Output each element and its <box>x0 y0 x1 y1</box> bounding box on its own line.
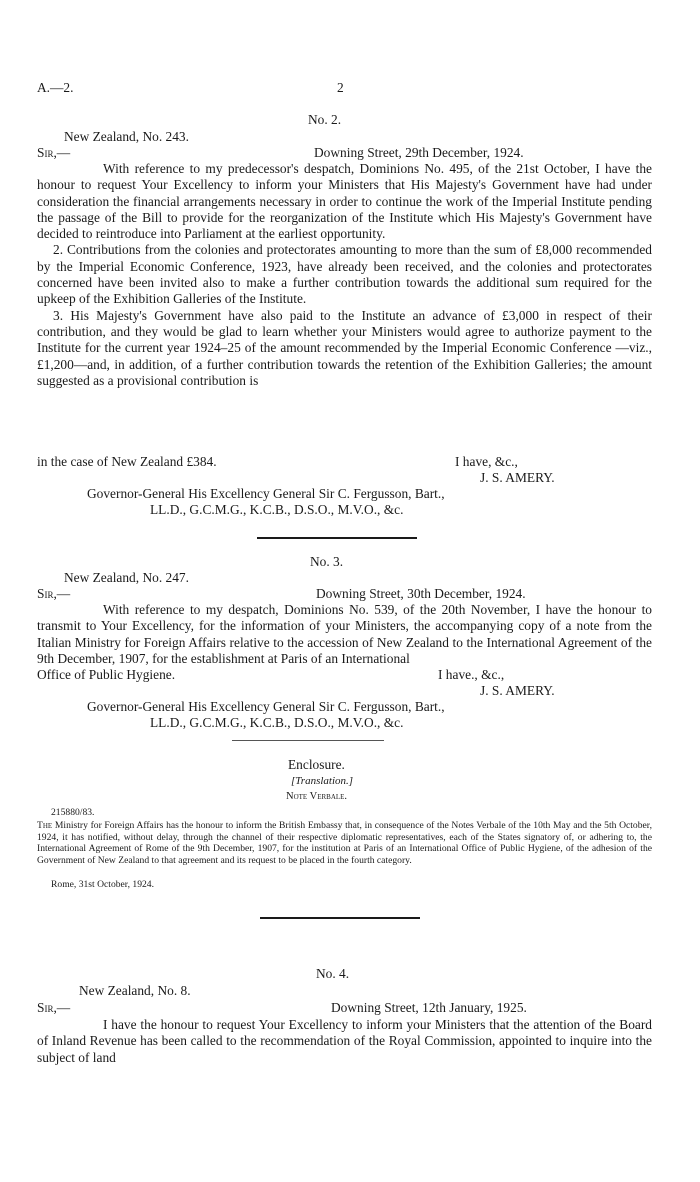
enclosure-divider <box>232 740 384 741</box>
salutation <box>37 145 70 161</box>
paragraph-3: 3. His Majesty's Government have also paid to the Institute an advance of £3,000 in respect of their contribution, and they would be glad to learn whether your Ministers would agree to authorize payment to the Institute for the current year 1924–25 of the amount recommended by the Imperial Economic Conference —viz., £1,200—and, in addition, of a further contribution towards the retention of the Exhibition Galleries; the amount suggested as a provisional contribution is <box>37 307 652 388</box>
salutation <box>37 1000 70 1016</box>
place-date: Downing Street, 29th December, 1924. <box>314 145 524 160</box>
despatch-reference: New Zealand, No. 243. <box>64 129 189 144</box>
note-verbale-heading: Note Verbale. <box>286 791 348 802</box>
despatch-number: No. 2. <box>308 112 342 127</box>
paragraph-1: I have the honour to request Your Excellency to inform your Ministers that the attention of the Board of Inland Revenue has been called to the recommendation of the Royal Commission, appointed to inquire into the subject of land <box>37 1017 652 1065</box>
despatch-reference: New Zealand, No. 8. <box>79 983 191 998</box>
signature: J. S. AMERY. <box>480 470 555 485</box>
despatch-number: No. 4. <box>316 966 350 981</box>
page-number: 2 <box>337 80 344 95</box>
section-divider <box>257 537 417 539</box>
addressee-line-1: Governor-General His Excellency General Sir C. Fergusson, Bart., <box>87 699 445 714</box>
paragraph-2: 2. Contributions from the colonies and protectorates amounting to more than the sum of £8,000 recommended by the Imperial Economic Conference, 1923, have already been received, and the colonies and protectorates concerned have been invited also to make a further contribution towards the additional sum required for the upkeep of the Exhibition Galleries of the Institute. <box>37 242 652 307</box>
closing: I have., &c., <box>438 667 505 682</box>
last-line: in the case of New Zealand £384. <box>37 454 217 469</box>
note-lead-word: The <box>37 820 53 831</box>
closing: I have, &c., <box>455 454 518 469</box>
paragraph-1: With reference to my predecessor's despatch, Dominions No. 495, of the 21st October, I have the honour to request Your Excellency to inform your Ministers that His Majesty's Government have had under consideration the financial arrangements necessary in order to continue the work of the Imperial Institute pending the passage of the Bill to provide for the reorganization of the Institute which His Majesty's Government have decided to reintroduce into Parliament at the earliest opportunity. <box>37 161 652 242</box>
place-date: Downing Street, 30th December, 1924. <box>316 586 526 601</box>
despatch-number: No. 3. <box>310 554 344 569</box>
enclosure-title: Enclosure. <box>288 757 345 772</box>
despatch-body <box>37 602 652 667</box>
translation-label: [Translation.] <box>291 775 354 787</box>
salutation-text: Sir,— <box>37 1000 71 1015</box>
section-divider <box>260 917 420 919</box>
addressee-line-2: LL.D., G.C.M.G., K.C.B., D.S.O., M.V.O., &c. <box>150 502 404 517</box>
note-reference-number: 215880/83. <box>51 807 95 818</box>
salutation-text: Sir,— <box>37 145 71 160</box>
note-text: Ministry for Foreign Affairs has the honour to inform the British Embassy that, in consequence of the Notes Verbale of the 10th May and the 5th October, 1924, it has notified, without delay, through the channel of their respective diplomatic representatives, each of the States signatory of, or adhering to, the International Agreement of Rome of the 9th December, 1907, for the institution at Paris of an International Office of Public Hygiene, of the adhesion of the Government of New Zealand to that agreement and its request to be placed in the fourth category. <box>37 820 652 866</box>
despatch-body <box>37 1017 652 1066</box>
last-line: Office of Public Hygiene. <box>37 667 176 682</box>
salutation <box>37 586 70 602</box>
addressee-line-1: Governor-General His Excellency General Sir C. Fergusson, Bart., <box>87 486 445 501</box>
signature: J. S. AMERY. <box>480 683 555 698</box>
despatch-reference: New Zealand, No. 247. <box>64 570 189 585</box>
note-date: Rome, 31st October, 1924. <box>51 879 155 890</box>
addressee-line-2: LL.D., G.C.M.G., K.C.B., D.S.O., M.V.O., &c. <box>150 715 404 730</box>
place-date: Downing Street, 12th January, 1925. <box>331 1000 527 1015</box>
despatch-body <box>37 161 652 389</box>
document-series-label: A.—2. <box>37 80 74 95</box>
paragraph-1: With reference to my despatch, Dominions No. 539, of the 20th November, I have the honour to transmit to Your Excellency, for the information of your Ministers, the accompanying copy of a note from the Italian Ministry for Foreign Affairs relative to the accession of New Zealand to the International Agreement of the 9th December, 1907, for the establishment at Paris of an International <box>37 602 652 666</box>
salutation-text: Sir,— <box>37 586 71 601</box>
note-verbale-body <box>37 820 652 866</box>
